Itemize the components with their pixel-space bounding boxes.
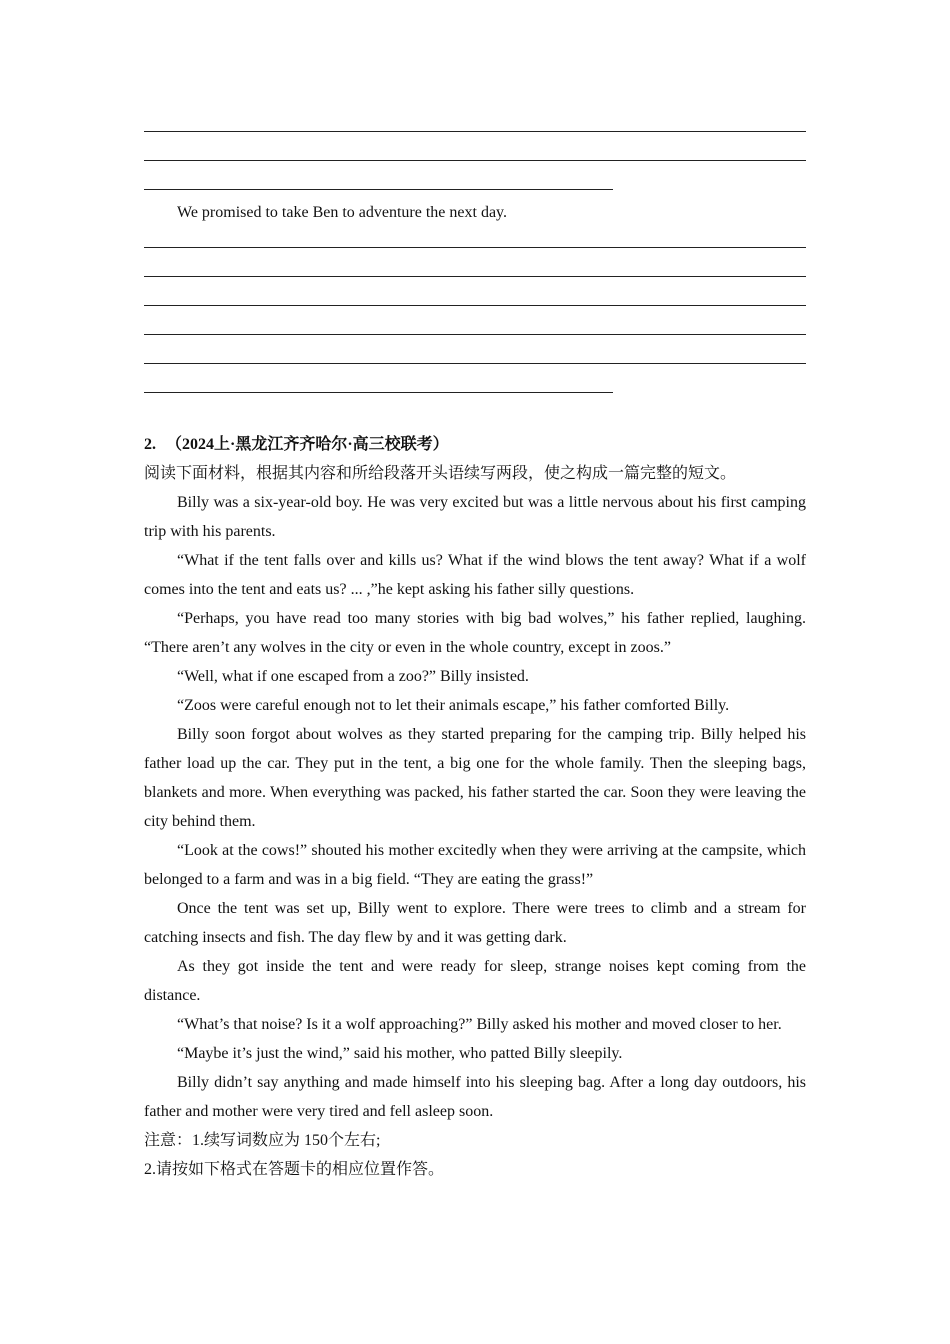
story-paragraph: “Perhaps, you have read too many stories with big bad wolves,” his father replied, laughing. “There aren’t any wolves in the city or even in the whole country, except in zoos.” (144, 610, 806, 656)
answer-line (144, 276, 806, 277)
story-paragraph: “What’s that noise? Is it a wolf approaching?” Billy asked his mother and moved closer to her. (177, 1016, 782, 1033)
question-instruction: 阅读下面材料，根据其内容和所给段落开头语续写两段，使之构成一篇完整的短文。 (144, 465, 737, 482)
story-paragraph: “Well, what if one escaped from a zoo?” Billy insisted. (177, 668, 529, 685)
answer-line (144, 363, 806, 364)
story-paragraph: Once the tent was set up, Billy went to explore. There were trees to climb and a stream for catching insects and fish. The day flew by and it was getting dark. (144, 900, 806, 946)
story-paragraph: “Look at the cows!” shouted his mother excitedly when they were arriving at the campsite, which belonged to a farm and was in a big field. “They are eating the grass!” (144, 842, 806, 888)
story-paragraph: “Zoos were careful enough not to let their animals escape,” his father comforted Billy. (177, 697, 730, 714)
answer-line (144, 392, 613, 393)
answer-line (144, 305, 806, 306)
story-body (144, 488, 806, 1184)
question-source: （2024上·黑龙江齐齐哈尔·高三校联考） (166, 436, 449, 453)
story-paragraph: “What if the tent falls over and kills us? What if the wind blows the tent away? What if a wolf comes into the tent and eats us? ... ,”he kept asking his father silly questions. (144, 552, 806, 598)
question-heading (144, 430, 806, 459)
answer-line (144, 247, 806, 248)
question-number: 2. (144, 436, 156, 453)
answer-line (144, 160, 806, 161)
story-paragraph: As they got inside the tent and were ready for sleep, strange noises kept coming from the distance. (144, 958, 806, 1004)
note-line: 注意：1.续写词数应为 150个左右; (144, 1132, 381, 1149)
story-paragraph: Billy was a six-year-old boy. He was very excited but was a little nervous about his first camping trip with his parents. (144, 494, 806, 540)
story-paragraph: Billy didn’t say anything and made himself into his sleeping bag. After a long day outdoors, his father and mother were very tired and fell asleep soon. (144, 1074, 806, 1120)
story-paragraph: “Maybe it’s just the wind,” said his mother, who patted Billy sleepily. (177, 1045, 623, 1062)
answer-line (144, 189, 613, 190)
answer-line (144, 131, 806, 132)
note-line: 2.请按如下格式在答题卡的相应位置作答。 (144, 1161, 445, 1178)
continuation-prompt: We promised to take Ben to adventure the next day. (177, 204, 508, 221)
answer-line (144, 334, 806, 335)
story-paragraph: Billy soon forgot about wolves as they started preparing for the camping trip. Billy helped his father load up the car. They put in the tent, a big one for the whole family. Then the sleeping bags, blankets and more. When everything was packed, his father started the car. Soon they were leaving the city behind them. (144, 726, 806, 830)
